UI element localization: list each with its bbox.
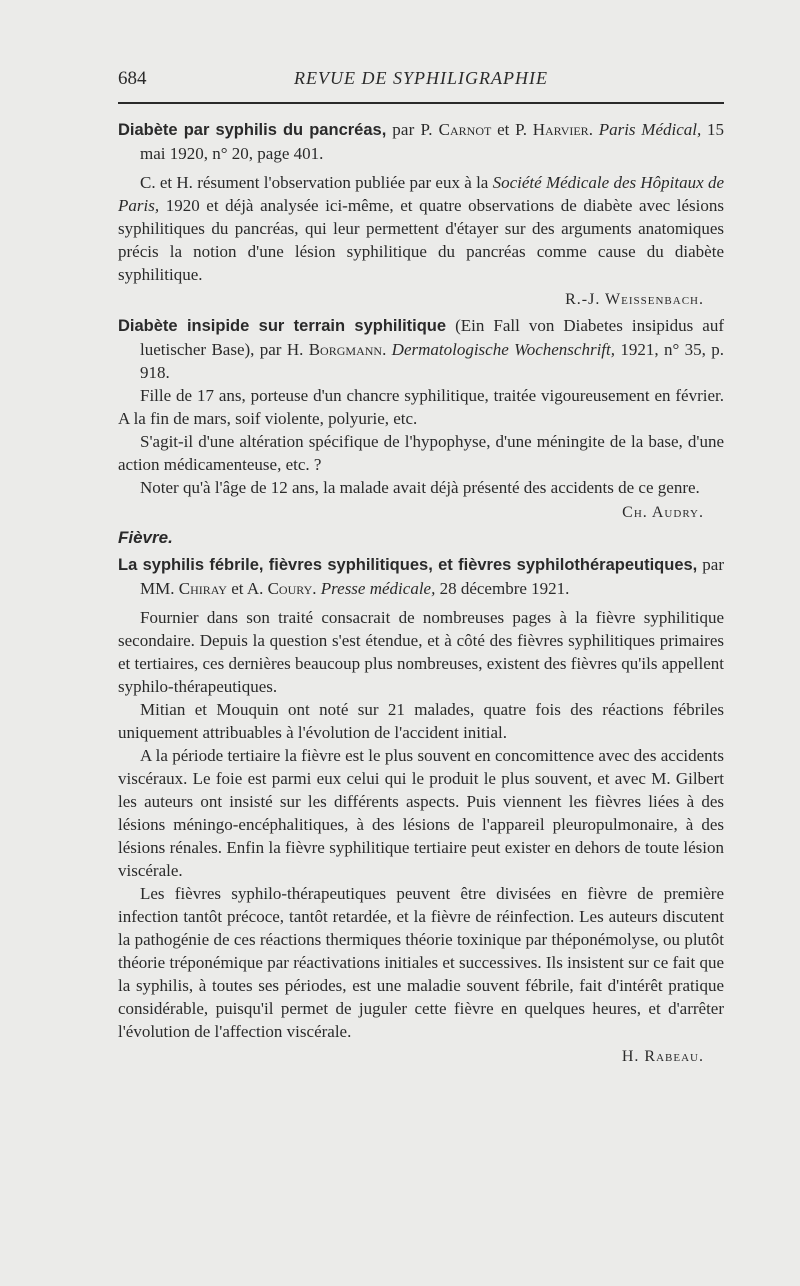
section-title: Fièvre.: [118, 528, 173, 547]
entry-1-author-1: Carnot: [438, 120, 492, 139]
entry-3-title: La syphilis fébrile, fièvres syphilitiques, et fièvres syphilothérapeutiques,: [118, 556, 698, 574]
entry-1-signature: R.-J. Weissenbach.: [565, 291, 704, 308]
entry-2-paragraph-2: S'agit-il d'une altération spécifique de l'hypophyse, d'une méningite de la base, d'une action médicamenteuse, etc. ?: [118, 432, 724, 474]
entry-3-paragraph-4: Les fièvres syphilo-thérapeutiques peuvent être divisées en fièvre de première infection tantôt précoce, tantôt retardée, et la fièvre de réinfection. Les auteurs discutent la pathogénie de ces réactions thermiques théorie toxinique par théponémolyse, ou plutôt théorie tréponémique par réactivations initiales et successives. Ils insistent sur ce fait que la syphilis, à toutes ses périodes, est une maladie souvent fébrile, fait d'intérêt pratique considérable, puisqu'il permet de juguler cette fièvre en quelques heures, et d'arrêter l'évolution de l'affection viscérale.: [118, 884, 724, 1041]
entry-2-paragraph-1: Fille de 17 ans, porteuse d'un chancre syphilitique, traitée vigoureusement en février. A la fin de mars, soif violente, polyurie, etc.: [118, 386, 724, 428]
entry-3-author-1: Chiray: [178, 579, 227, 598]
journal-title: REVUE DE SYPHILIGRAPHIE: [294, 68, 548, 88]
entry-2-paragraph-3: Noter qu'à l'âge de 12 ans, la malade avait déjà présenté des accidents de ce genre.: [140, 478, 700, 497]
entry-2-signature: Ch. Audry.: [622, 504, 704, 521]
entry-1-title: Diabète par syphilis du pancréas,: [118, 121, 387, 139]
running-head: [118, 66, 724, 96]
entry-3-heading: La syphilis fébrile, fièvres syphilitiques, et fièvres syphilothérapeutiques, par MM. Chiray et A. Coury. Presse médicale, 28 décembre 1921.: [118, 555, 724, 598]
entry-2-heading: Diabète insipide sur terrain syphilitique (Ein Fall von Diabetes insipidus auf luetischer Base), par H. Borgmann. Dermatologische Wochenschrift, 1921, n° 35, p. 918.: [118, 316, 724, 382]
entry-1-author-2: Harvier: [532, 120, 589, 139]
entry-3-paragraph-3: A la période tertiaire la fièvre est le plus souvent en concomittence avec des accidents viscéraux. Le foie est parmi eux celui qui le produit le plus souvent, et avec M. Gilbert les auteurs ont insisté sur les différents aspects. Puis viennent les fièvres liées à des lésions méningo-encéphalitiques, à des lésions de l'appareil pleuropulmonaire, à des lésions rénales. Enfin la fièvre syphilitique tertiaire peut exister en dehors de toute lésion viscérale.: [118, 746, 724, 880]
header-rule: [118, 102, 724, 104]
entry-3-signature: H. Rabeau.: [621, 1048, 704, 1065]
entry-1-heading: Diabète par syphilis du pancréas, par P. Carnot et P. Harvier. Paris Médical, 15 mai 1920, n° 20, page 401.: [118, 120, 725, 163]
entry-3-journal: Presse médicale,: [320, 579, 436, 598]
entry-1-body: C. et H. résument l'observation publiée par eux à la Société Médicale des Hôpitaux de Paris, 1920 et déjà analysée ici-même, et quatre observations de diabète avec lésions syphilitiques du pancréas, qui leur permettent d'étayer sur des arguments anatomiques précis la notion d'une lésion syphilitique du pancréas comme cause du diabète syphilitique.: [118, 173, 724, 284]
entry-2-title: Diabète insipide sur terrain syphilitique: [118, 317, 447, 335]
entry-2-journal: Dermatologische Wochenschrift,: [391, 340, 616, 359]
entry-3-paragraph-1: Fournier dans son traité consacrait de nombreuses pages à la fièvre syphilitique secondaire. Depuis la question s'est étendue, et à côté des fièvres syphilitiques primaires et tertiaires, ces dernières beaucoup plus nombreuses, existent des fièvres qu'ils appellent syphilo-thérapeutiques.: [118, 608, 724, 696]
page-content: [118, 66, 724, 1071]
page-number: 684: [118, 68, 147, 89]
entry-3-paragraph-2: Mitian et Mouquin ont noté sur 21 malades, quatre fois des réactions fébriles uniquement attribuables à l'évolution de l'accident initial.: [118, 700, 724, 742]
entry-1-journal: Paris Médical,: [598, 120, 702, 139]
entry-3-author-2: Coury: [267, 579, 313, 598]
entry-2-author: Borgmann: [308, 340, 383, 359]
